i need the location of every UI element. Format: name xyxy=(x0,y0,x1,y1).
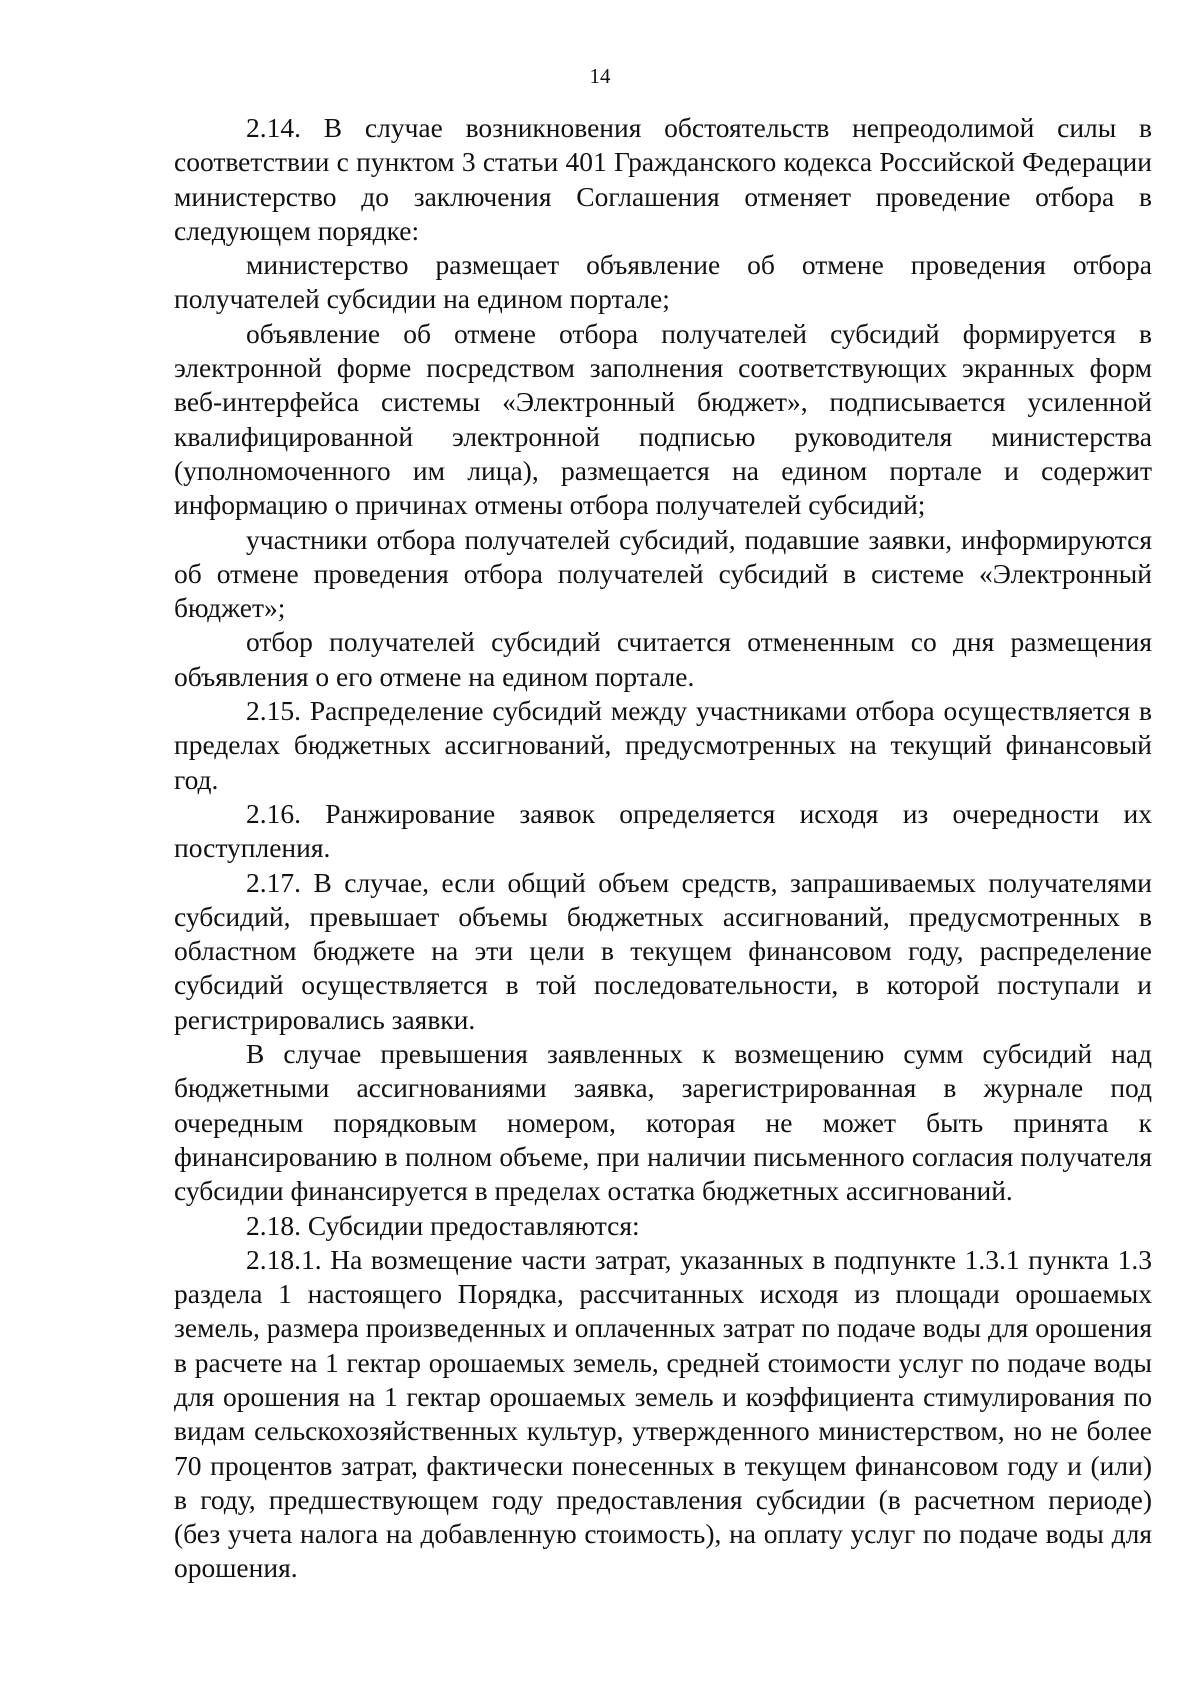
paragraph-excess-claims: В случае превышения заявленных к возмещению сумм субсидий над бюджетными ассигнованиями заявка, зарегистрированная в журнале под очередным порядковым номером, которая не может быть принята к финансированию в полном объеме, при наличии письменного согласия получателя субсидии финансируется в пределах остатка бюджетных ассигнований. xyxy=(174,1038,1152,1207)
paragraph-selection-cancelled: отбор получателей субсидий считается отмененным со дня размещения объявления о его отмене на едином портале. xyxy=(174,626,1152,692)
paragraph-2-15: 2.15. Распределение субсидий между участниками отбора осуществляется в пределах бюджетных ассигнований, предусмотренных на текущий финансовый год. xyxy=(174,695,1152,795)
paragraph-announcement-form: объявление об отмене отбора получателей субсидий формируется в электронной форме посредством заполнения соответствующих экранных форм веб-интерфейса системы «Электронный бюджет», подписывается усиленной квалифицированной электронной подписью руководителя министерства (уполномоченного им лица), размещается на едином портале и содержит информацию о причинах отмены отбора получателей субсидий; xyxy=(174,317,1152,521)
paragraph-2-18: 2.18. Субсидии предоставляются: xyxy=(246,1209,640,1241)
page-number: 14 xyxy=(589,64,611,88)
document-body xyxy=(174,111,1152,1586)
paragraph-participants-informed: участники отбора получателей субсидий, подавшие заявки, информируются об отмене проведения отбора получателей субсидий в системе «Электронный бюджет»; xyxy=(174,523,1152,624)
paragraph-announcement-placement: министерство размещает объявление об отмене проведения отбора получателей субсидии на едином портале; xyxy=(174,249,1152,315)
paragraph-2-14: 2.14. В случае возникновения обстоятельств непреодолимой силы в соответствии с пунктом 3 статьи 401 Гражданского кодекса Российской Федерации министерство до заключения Соглашения отменяет проведение отбора в следующем порядке: xyxy=(174,112,1152,246)
paragraph-2-18-1: 2.18.1. На возмещение части затрат, указанных в подпункте 1.3.1 пункта 1.3 раздела 1 настоящего Порядка, рассчитанных исходя из площади орошаемых земель, размера произведенных и оплаченных затрат по подаче воды для орошения в расчете на 1 гектар орошаемых земель, средней стоимости услуг по подаче воды для орошения на 1 гектар орошаемых земель и коэффициента стимулирования по видам сельскохозяйственных культур, утвержденного министерством, но не более 70 процентов затрат, фактически понесенных в текущем финансовом году и (или) в году, предшествующем году предоставления субсидии (в расчетном периоде) (без учета налога на добавленную стоимость), на оплату услуг по подаче воды для орошения. xyxy=(174,1243,1152,1584)
paragraph-2-17: 2.17. В случае, если общий объем средств, запрашиваемых получателями субсидий, превышает объемы бюджетных ассигнований, предусмотренных в областном бюджете на эти цели в текущем финансовом году, распределение субсидий осуществляется в той последовательности, в которой поступали и регистрировались заявки. xyxy=(174,866,1152,1035)
paragraph-2-16: 2.16. Ранжирование заявок определяется исходя из очередности их поступления. xyxy=(174,797,1152,864)
